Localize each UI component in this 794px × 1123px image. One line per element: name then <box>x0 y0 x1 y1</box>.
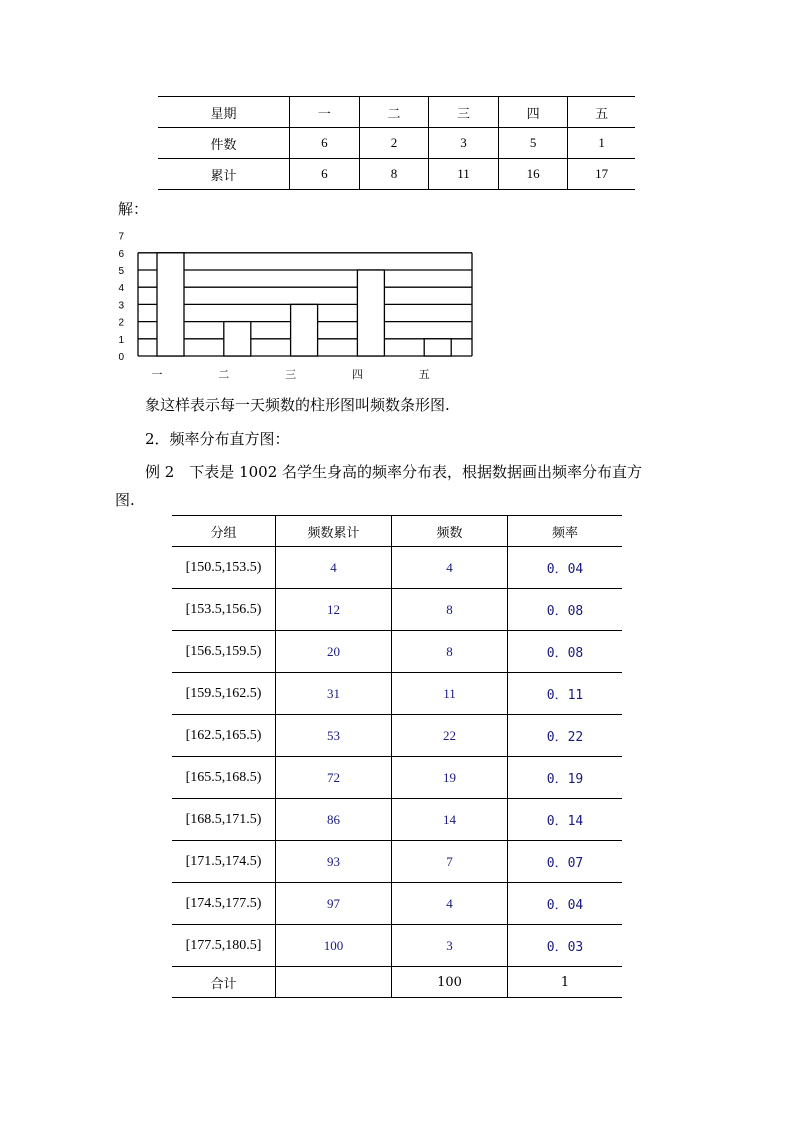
group-cell: [159.5,162.5) <box>172 673 276 715</box>
x-tick-label: 五 <box>418 368 430 381</box>
table-cell: 11 <box>429 159 499 190</box>
bar <box>224 322 251 356</box>
bar <box>157 253 184 356</box>
table-row <box>158 128 635 159</box>
table-total-row <box>172 967 622 998</box>
table-row <box>172 799 622 841</box>
rate-cell: 0．04 <box>508 883 623 925</box>
cumulative-cell: 93 <box>276 841 392 883</box>
table-cell: 三 <box>429 97 499 128</box>
group-cell: [171.5,174.5) <box>172 841 276 883</box>
y-tick-label: 3 <box>118 300 124 312</box>
table-cell: 2 <box>359 128 429 159</box>
frequency-cell: 8 <box>392 589 508 631</box>
rate-cell: 0．19 <box>508 757 623 799</box>
cumulative-cell: 100 <box>276 925 392 967</box>
rate-cell: 0．03 <box>508 925 623 967</box>
cumulative-cell: 72 <box>276 757 392 799</box>
rate-cell: 0．07 <box>508 841 623 883</box>
table-row <box>172 547 622 589</box>
y-tick-label: 2 <box>118 317 124 329</box>
paragraph: 象这样表示每一天频数的柱形图叫频数条形图. <box>145 396 450 414</box>
table-row <box>158 159 635 190</box>
group-cell: [165.5,168.5) <box>172 757 276 799</box>
table-row <box>172 715 622 757</box>
row-label: 星期 <box>158 97 290 128</box>
column-header: 频数 <box>392 516 508 547</box>
bar <box>291 304 318 356</box>
rate-cell: 0．04 <box>508 547 623 589</box>
paragraph: 图. <box>115 491 135 509</box>
frequency-cell: 7 <box>392 841 508 883</box>
group-cell: [168.5,171.5) <box>172 799 276 841</box>
table-row <box>172 673 622 715</box>
table-cell: 5 <box>498 128 568 159</box>
table-cell: 1 <box>568 128 635 159</box>
table-cell: 二 <box>359 97 429 128</box>
y-tick-label: 1 <box>118 334 124 346</box>
group-cell: [177.5,180.5] <box>172 925 276 967</box>
rate-cell: 0．22 <box>508 715 623 757</box>
table-cell: 8 <box>359 159 429 190</box>
y-tick-label: 0 <box>118 352 124 363</box>
frequency-cell: 8 <box>392 631 508 673</box>
table-row <box>158 97 635 128</box>
column-header: 频率 <box>508 516 623 547</box>
y-tick-label: 6 <box>118 248 124 260</box>
table-cell: 一 <box>290 97 360 128</box>
x-tick-label: 二 <box>218 368 230 381</box>
weekday-table <box>158 96 635 190</box>
x-tick-label: 三 <box>285 368 297 381</box>
rate-cell: 0．08 <box>508 631 623 673</box>
table-cell: 3 <box>429 128 499 159</box>
column-header: 频数累计 <box>276 516 392 547</box>
row-label: 件数 <box>158 128 290 159</box>
group-cell: [156.5,159.5) <box>172 631 276 673</box>
frequency-cell: 19 <box>392 757 508 799</box>
frequency-cell: 4 <box>392 547 508 589</box>
paragraph: 例 2 下表是 1002 名学生身高的频率分布表，根据数据画出频率分布直方 <box>145 463 643 481</box>
frequency-table <box>172 515 622 998</box>
frequency-cell: 3 <box>392 925 508 967</box>
table-row <box>172 757 622 799</box>
table-cell: 6 <box>290 128 360 159</box>
section-heading: 2．频率分布直方图： <box>145 430 290 448</box>
table-row <box>172 589 622 631</box>
table-cell: 四 <box>498 97 568 128</box>
table-cell: 16 <box>498 159 568 190</box>
x-tick-label: 一 <box>151 368 163 381</box>
cumulative-cell: 86 <box>276 799 392 841</box>
bar <box>424 339 451 356</box>
rate-cell: 0．08 <box>508 589 623 631</box>
total-freq: 100 <box>392 967 508 998</box>
cumulative-cell: 12 <box>276 589 392 631</box>
frequency-cell: 14 <box>392 799 508 841</box>
group-cell: [153.5,156.5) <box>172 589 276 631</box>
y-tick-label: 5 <box>118 266 124 277</box>
cumulative-cell: 53 <box>276 715 392 757</box>
bar-chart <box>114 226 484 384</box>
row-label: 累计 <box>158 159 290 190</box>
total-cum <box>276 967 392 998</box>
group-cell: [162.5,165.5) <box>172 715 276 757</box>
table-row <box>172 883 622 925</box>
y-tick-label: 7 <box>118 231 124 243</box>
cumulative-cell: 97 <box>276 883 392 925</box>
total-rate: 1 <box>508 967 623 998</box>
frequency-cell: 4 <box>392 883 508 925</box>
table-cell: 6 <box>290 159 360 190</box>
frequency-cell: 22 <box>392 715 508 757</box>
bar <box>357 270 384 356</box>
rate-cell: 0．11 <box>508 673 623 715</box>
frequency-cell: 11 <box>392 673 508 715</box>
column-header: 分组 <box>172 516 276 547</box>
table-cell: 五 <box>568 97 635 128</box>
cumulative-cell: 4 <box>276 547 392 589</box>
table-row <box>172 631 622 673</box>
cumulative-cell: 31 <box>276 673 392 715</box>
rate-cell: 0．14 <box>508 799 623 841</box>
group-cell: [150.5,153.5) <box>172 547 276 589</box>
solution-label: 解： <box>118 200 149 218</box>
x-tick-label: 四 <box>351 368 363 381</box>
cumulative-cell: 20 <box>276 631 392 673</box>
table-row <box>172 925 622 967</box>
table-header-row <box>172 516 622 547</box>
table-cell: 17 <box>568 159 635 190</box>
table-row <box>172 841 622 883</box>
group-cell: [174.5,177.5) <box>172 883 276 925</box>
total-label: 合计 <box>172 967 276 998</box>
y-tick-label: 4 <box>118 283 124 295</box>
